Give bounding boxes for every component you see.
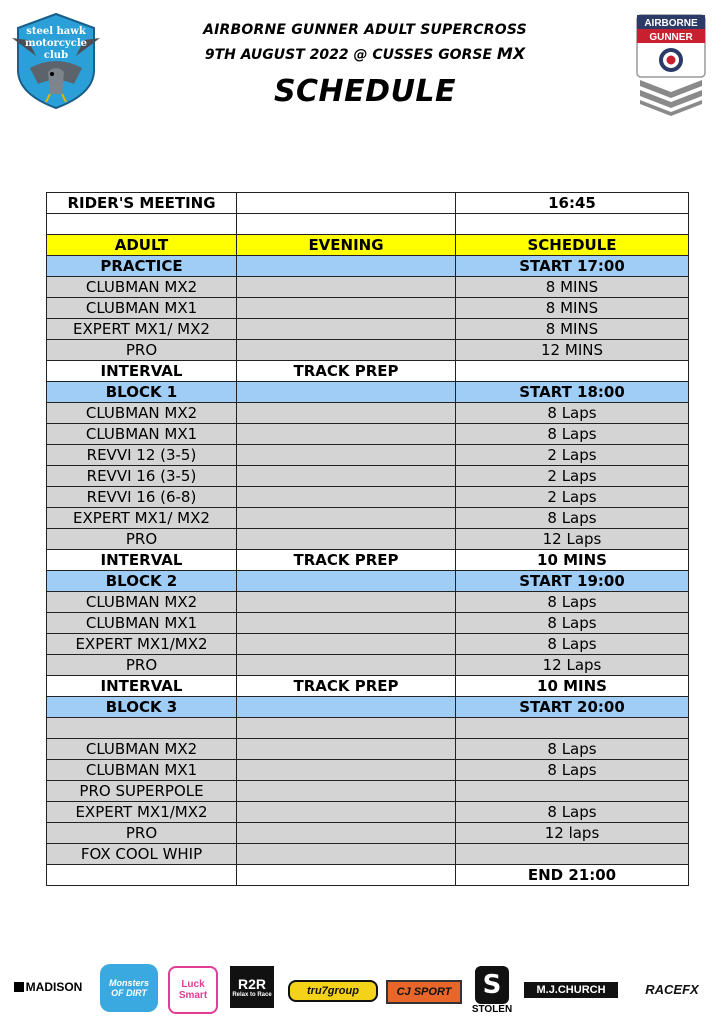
evening-cell: TRACK PREP bbox=[237, 550, 456, 571]
r2r-text: R2R bbox=[237, 976, 266, 992]
schedule-cell: 8 Laps bbox=[456, 802, 689, 823]
evening-cell bbox=[237, 697, 456, 718]
table-row bbox=[47, 655, 689, 676]
mj-church-text: M.J.CHURCH bbox=[536, 984, 606, 996]
r2r-subtext: Relax to Race bbox=[232, 992, 272, 998]
evening-cell bbox=[237, 571, 456, 592]
event-mx-text: MX bbox=[496, 44, 526, 63]
evening-cell bbox=[237, 403, 456, 424]
logo-text-line2: motorcycle bbox=[25, 38, 87, 49]
schedule-cell: END 21:00 bbox=[456, 865, 689, 886]
evening-cell bbox=[237, 277, 456, 298]
smart-text: Smart bbox=[178, 990, 208, 1001]
class-cell: PRACTICE bbox=[47, 256, 237, 277]
class-cell: CLUBMAN MX1 bbox=[47, 613, 237, 634]
table-row bbox=[47, 676, 689, 697]
class-cell: PRO bbox=[47, 340, 237, 361]
table-row bbox=[47, 277, 689, 298]
r2r-logo bbox=[230, 966, 274, 1008]
class-cell bbox=[47, 865, 237, 886]
schedule-cell: 8 Laps bbox=[456, 424, 689, 445]
class-cell: BLOCK 2 bbox=[47, 571, 237, 592]
cj-sport-text: CJ SPORT bbox=[396, 986, 452, 998]
evening-cell bbox=[237, 781, 456, 802]
evening-cell bbox=[237, 445, 456, 466]
table-row bbox=[47, 298, 689, 319]
schedule-cell: 12 Laps bbox=[456, 655, 689, 676]
racefx-text: RACEFX bbox=[645, 981, 699, 997]
logo-text-line3: club bbox=[43, 50, 69, 61]
cj-sport-logo bbox=[386, 980, 462, 1004]
riders-meeting-row bbox=[47, 193, 689, 214]
class-cell: CLUBMAN MX2 bbox=[47, 277, 237, 298]
header-adult: ADULT bbox=[47, 235, 237, 256]
class-cell: INTERVAL bbox=[47, 361, 237, 382]
madison-mark-icon bbox=[14, 982, 24, 992]
logo-airborne-text: AIRBORNE bbox=[644, 18, 698, 29]
schedule-cell: 8 Laps bbox=[456, 508, 689, 529]
table-row bbox=[47, 739, 689, 760]
table-row bbox=[47, 634, 689, 655]
schedule-cell: START 17:00 bbox=[456, 256, 689, 277]
class-cell: BLOCK 1 bbox=[47, 382, 237, 403]
evening-cell bbox=[237, 844, 456, 865]
class-cell: CLUBMAN MX1 bbox=[47, 760, 237, 781]
schedule-cell: 8 Laps bbox=[456, 403, 689, 424]
page-title: SCHEDULE bbox=[273, 74, 457, 109]
sponsor-strip bbox=[0, 960, 724, 1020]
class-cell: EXPERT MX1/ MX2 bbox=[47, 508, 237, 529]
table-row bbox=[47, 760, 689, 781]
stolen-s-icon: S bbox=[475, 966, 509, 1004]
class-cell: FOX COOL WHIP bbox=[47, 844, 237, 865]
schedule-cell: 2 Laps bbox=[456, 445, 689, 466]
class-cell: CLUBMAN MX1 bbox=[47, 424, 237, 445]
evening-cell bbox=[237, 487, 456, 508]
table-row bbox=[47, 613, 689, 634]
event-date-venue bbox=[150, 44, 580, 63]
header-schedule: SCHEDULE bbox=[456, 235, 689, 256]
schedule-cell: 8 Laps bbox=[456, 760, 689, 781]
schedule-cell bbox=[456, 781, 689, 802]
luck-smart-logo bbox=[168, 966, 218, 1014]
table-row bbox=[47, 718, 689, 739]
evening-cell bbox=[237, 256, 456, 277]
table-row bbox=[47, 403, 689, 424]
evening-cell bbox=[237, 718, 456, 739]
event-title: AIRBORNE GUNNER ADULT SUPERCROSS bbox=[203, 22, 527, 38]
table-row bbox=[47, 340, 689, 361]
logo-text-line1: steel hawk bbox=[26, 26, 86, 37]
class-cell: CLUBMAN MX1 bbox=[47, 298, 237, 319]
evening-cell bbox=[237, 592, 456, 613]
class-cell: BLOCK 3 bbox=[47, 697, 237, 718]
evening-cell bbox=[237, 466, 456, 487]
spacer-cell bbox=[47, 214, 237, 235]
class-cell: REVVI 16 (6-8) bbox=[47, 487, 237, 508]
evening-cell bbox=[237, 655, 456, 676]
evening-cell bbox=[237, 865, 456, 886]
riders-meeting-label: RIDER'S MEETING bbox=[47, 193, 237, 214]
schedule-cell: START 20:00 bbox=[456, 697, 689, 718]
schedule-cell bbox=[456, 844, 689, 865]
evening-cell bbox=[237, 298, 456, 319]
table-row bbox=[47, 550, 689, 571]
evening-cell bbox=[237, 802, 456, 823]
class-cell bbox=[47, 718, 237, 739]
schedule-cell: 10 MINS bbox=[456, 676, 689, 697]
schedule-cell: 12 Laps bbox=[456, 529, 689, 550]
schedule-cell: 8 Laps bbox=[456, 634, 689, 655]
schedule-cell: START 18:00 bbox=[456, 382, 689, 403]
table-row bbox=[47, 382, 689, 403]
mj-church-logo bbox=[524, 982, 618, 998]
evening-cell bbox=[237, 760, 456, 781]
class-cell: CLUBMAN MX2 bbox=[47, 592, 237, 613]
monsters-text: Monsters bbox=[108, 978, 149, 988]
class-cell: EXPERT MX1/MX2 bbox=[47, 802, 237, 823]
class-cell: PRO bbox=[47, 823, 237, 844]
stolen-logo bbox=[472, 962, 512, 1018]
riders-meeting-time: 16:45 bbox=[456, 193, 689, 214]
schedule-cell bbox=[456, 361, 689, 382]
spacer-row bbox=[47, 214, 689, 235]
schedule-cell: 10 MINS bbox=[456, 550, 689, 571]
evening-cell bbox=[237, 739, 456, 760]
table-row bbox=[47, 424, 689, 445]
table-row bbox=[47, 466, 689, 487]
class-cell: EXPERT MX1/ MX2 bbox=[47, 319, 237, 340]
table-row bbox=[47, 319, 689, 340]
table-row bbox=[47, 823, 689, 844]
evening-cell bbox=[237, 424, 456, 445]
madison-logo bbox=[8, 976, 88, 998]
racefx-logo bbox=[630, 980, 714, 998]
class-cell: CLUBMAN MX2 bbox=[47, 739, 237, 760]
schedule-cell: 12 laps bbox=[456, 823, 689, 844]
table-row bbox=[47, 571, 689, 592]
table-row bbox=[47, 256, 689, 277]
evening-cell bbox=[237, 319, 456, 340]
evening-cell bbox=[237, 340, 456, 361]
table-row bbox=[47, 802, 689, 823]
spacer-cell bbox=[456, 214, 689, 235]
class-cell: PRO bbox=[47, 655, 237, 676]
madison-text: MADISON bbox=[25, 980, 83, 994]
tru7group-text: tru7group bbox=[307, 985, 359, 997]
table-row bbox=[47, 592, 689, 613]
schedule-cell: 8 MINS bbox=[456, 298, 689, 319]
evening-cell bbox=[237, 529, 456, 550]
class-cell: EXPERT MX1/MX2 bbox=[47, 634, 237, 655]
riders-meeting-empty bbox=[237, 193, 456, 214]
spacer-cell bbox=[237, 214, 456, 235]
airborne-gunner-logo bbox=[636, 14, 706, 116]
evening-cell bbox=[237, 613, 456, 634]
evening-cell bbox=[237, 823, 456, 844]
evening-cell bbox=[237, 382, 456, 403]
evening-cell bbox=[237, 634, 456, 655]
class-cell: REVVI 16 (3-5) bbox=[47, 466, 237, 487]
class-cell: INTERVAL bbox=[47, 550, 237, 571]
stolen-text: STOLEN bbox=[471, 1003, 513, 1015]
schedule-cell: 8 Laps bbox=[456, 739, 689, 760]
luck-text: Luck bbox=[181, 979, 205, 990]
evening-cell: TRACK PREP bbox=[237, 676, 456, 697]
class-cell: PRO bbox=[47, 529, 237, 550]
schedule-cell: 12 MINS bbox=[456, 340, 689, 361]
schedule-cell bbox=[456, 718, 689, 739]
schedule-cell: 8 MINS bbox=[456, 319, 689, 340]
monsters-of-dirt-logo bbox=[100, 964, 158, 1012]
table-header-row bbox=[47, 235, 689, 256]
schedule-cell: 2 Laps bbox=[456, 487, 689, 508]
table-row bbox=[47, 487, 689, 508]
table-row bbox=[47, 508, 689, 529]
schedule-cell: 8 Laps bbox=[456, 592, 689, 613]
schedule-cell: START 19:00 bbox=[456, 571, 689, 592]
table-row bbox=[47, 361, 689, 382]
schedule-cell: 8 Laps bbox=[456, 613, 689, 634]
table-row bbox=[47, 445, 689, 466]
schedule-cell: 2 Laps bbox=[456, 466, 689, 487]
steel-hawk-club-logo bbox=[10, 10, 102, 110]
of-dirt-text: OF DIRT bbox=[111, 988, 147, 998]
logo-gunner-text: GUNNER bbox=[649, 32, 693, 43]
class-cell: REVVI 12 (3-5) bbox=[47, 445, 237, 466]
table-row bbox=[47, 865, 689, 886]
table-row bbox=[47, 697, 689, 718]
table-row bbox=[47, 781, 689, 802]
class-cell: INTERVAL bbox=[47, 676, 237, 697]
event-date-text: 9TH AUGUST 2022 @ CUSSES GORSE bbox=[204, 47, 493, 63]
table-row bbox=[47, 844, 689, 865]
class-cell: CLUBMAN MX2 bbox=[47, 403, 237, 424]
header-evening: EVENING bbox=[237, 235, 456, 256]
schedule-cell: 8 MINS bbox=[456, 277, 689, 298]
schedule-table bbox=[46, 192, 689, 886]
evening-cell: TRACK PREP bbox=[237, 361, 456, 382]
class-cell: PRO SUPERPOLE bbox=[47, 781, 237, 802]
tru7group-logo bbox=[288, 980, 378, 1002]
evening-cell bbox=[237, 508, 456, 529]
table-row bbox=[47, 529, 689, 550]
